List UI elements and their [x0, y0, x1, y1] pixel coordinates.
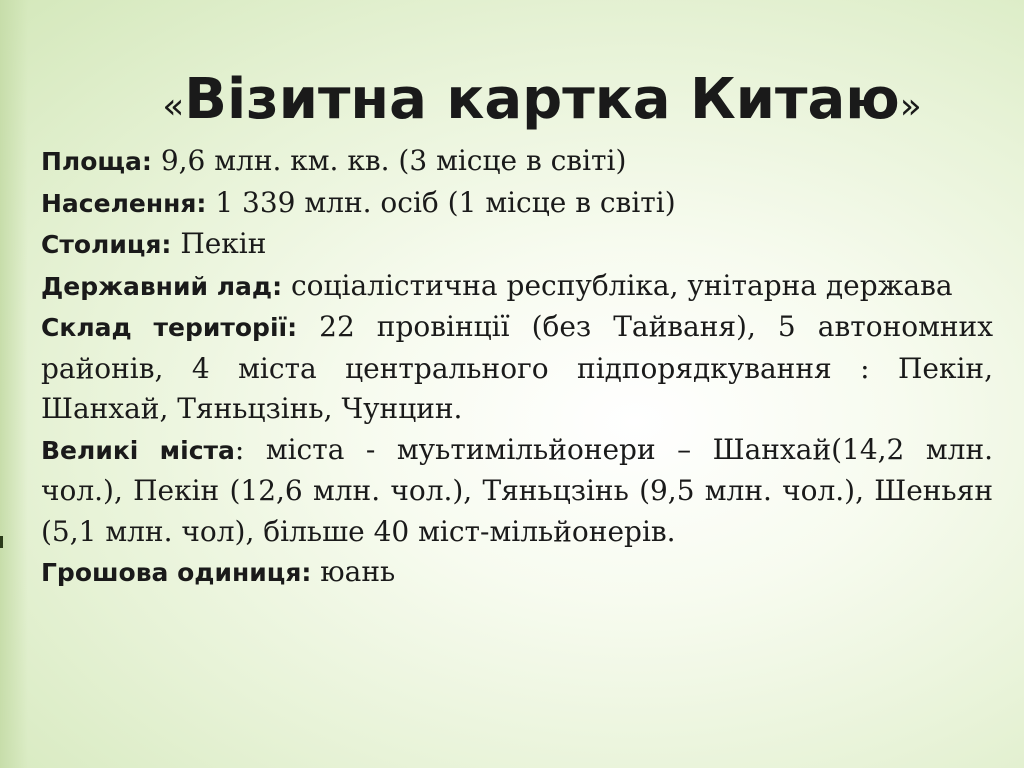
fact-value: соціалістична республіка, унітарна держава: [282, 268, 953, 302]
fact-government: [41, 266, 993, 308]
title-close-quote: »: [899, 85, 922, 127]
fact-area: [41, 141, 993, 183]
fact-value: : міста - муьтимільйонери – Шанхай(14,2 млн. чол.), Пекін (12,6 млн. чол.), Тяньцзінь (9,5 млн. чол.), Шеньян (5,1 млн. чол), більше 40 міст-мільйонерів.: [41, 432, 994, 548]
fact-label: Столиця:: [41, 230, 172, 259]
fact-value: 1 339 млн. осіб (1 місце в світі): [206, 185, 676, 219]
fact-major-cities: [41, 430, 993, 553]
fact-label: Грошова одиниця:: [41, 558, 312, 587]
fact-currency: [41, 552, 993, 594]
fact-territory: [41, 307, 993, 430]
fact-value: юань: [311, 555, 396, 588]
fact-label: Склад території:: [41, 313, 298, 342]
fact-value: 9,6 млн. км. кв. (3 місце в світі): [151, 144, 627, 177]
edge-mark: [0, 536, 3, 548]
fact-label: Населення:: [41, 188, 207, 218]
fact-value: 22 провінції (без Тайваня), 5 автономних районів, 4 міста центрального підпорядкування : Пекін, Шанхай, Тяньцзінь, Чунцин.: [41, 310, 993, 425]
slide-title: [0, 60, 1024, 147]
facts-list: [41, 141, 993, 594]
fact-population: [41, 183, 993, 225]
fact-capital: [41, 224, 993, 266]
title-text: Візитна картка Китаю: [184, 66, 900, 132]
fact-value: Пекін: [171, 227, 267, 260]
fact-label: Великі міста: [41, 435, 235, 465]
fact-label: Державний лад:: [41, 271, 283, 301]
title-open-quote: «: [162, 85, 185, 127]
fact-label: Площа:: [41, 147, 152, 176]
